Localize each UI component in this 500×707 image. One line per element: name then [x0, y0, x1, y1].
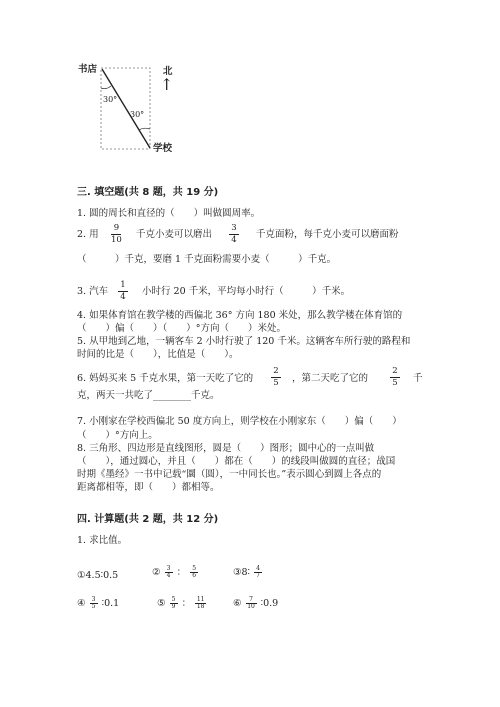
bookstore-label: 书店	[78, 64, 98, 75]
calc-item-4-tail: ∶0.1	[101, 598, 120, 609]
q7-line-1: 7. 小刚家在学校西偏北 50 度方向上，则学校在小刚家东（ ）偏（ ）	[77, 416, 402, 427]
denominator: 9	[171, 603, 176, 610]
q3-text-b: 小时行 20 千米，平均每小时行（ ）千米。	[142, 286, 351, 297]
numerator: 5	[192, 565, 197, 572]
q3-numerator: 1	[120, 280, 126, 290]
q6-text-a: 6. 妈妈买来 5 千克水果，第一天吃了它的	[77, 373, 254, 384]
q7-line-2: （ ）°方向上。	[77, 430, 158, 441]
calc-item-3-mark: ③8∶	[233, 567, 251, 578]
numerator: 11	[196, 596, 205, 603]
numerator: 4	[256, 565, 260, 572]
route-line	[102, 69, 150, 148]
numerator: 7	[249, 596, 253, 603]
calc-item-4-mark: ④	[77, 598, 86, 609]
calc-item-5-mark: ⑤	[157, 598, 166, 609]
q5-line-2: 时间的比是（ ），比值是（ ）。	[77, 349, 239, 360]
q2-f2-numerator: 3	[231, 223, 237, 233]
denominator: 7	[256, 572, 260, 579]
calc-q1-title: 1. 求比值。	[77, 535, 128, 546]
q6-f1-numerator: 2	[273, 366, 279, 376]
numerator: 3	[91, 596, 96, 603]
q4-line-2: （ ）偏（ ）（ ）°方向（ ）米处。	[77, 323, 287, 334]
calc-item-6-mark: ⑥	[233, 598, 242, 609]
calc-item-5-fraction-a	[170, 597, 178, 610]
angle-label-top: 30°	[103, 95, 118, 104]
angle-label-bottom: 30°	[130, 110, 145, 119]
q3-text-a: 3. 汽车	[77, 286, 109, 297]
q2-f1-denominator: 10	[111, 235, 122, 245]
question-1: 1. 圆的周长和直径的（ ）叫做圆周率。	[77, 208, 261, 219]
q3-fraction	[118, 281, 128, 302]
q6-f1-denominator: 5	[273, 378, 279, 388]
calc-item-5	[157, 597, 207, 610]
numerator: 3	[166, 565, 171, 572]
calc-item-6	[233, 597, 278, 610]
school-label: 学校	[153, 143, 173, 154]
calc-item-4	[77, 597, 119, 610]
calc-item-3-fraction	[254, 566, 262, 579]
q4-line-1: 4. 如果体育馆在教学楼的西偏北 36° 方向 180 米处，那么教学楼在体育馆的	[77, 310, 403, 321]
calc-item-1: ①4.5∶0.5	[77, 570, 119, 581]
q6-f2-numerator: 2	[392, 366, 398, 376]
q2-fraction-1	[111, 224, 122, 245]
q6-text-c: 千	[413, 373, 423, 384]
q2-fraction-2	[229, 224, 239, 245]
calc-item-2-mark: ②	[152, 567, 161, 578]
q3-denominator: 4	[120, 292, 126, 302]
q6-line-2: 克，两天一共吃了________千克。	[77, 390, 220, 401]
denominator: 5	[91, 603, 96, 610]
north-arrow-icon: ↑	[160, 75, 174, 94]
denominator: 18	[196, 603, 205, 610]
q8-line-2: （ ），通过圆心，并且（ ）都在（ ）的线段叫做圆的直径；战国	[77, 456, 396, 467]
angle-arc-bottom	[139, 128, 150, 130]
section3-heading: 三. 填空题(共 8 题，共 19 分)	[77, 187, 219, 198]
north-label: 北	[163, 66, 173, 77]
numerator: 5	[171, 596, 176, 603]
calc-item-4-fraction	[90, 597, 98, 610]
q2-text-c: 千克面粉，每千克小麦可以磨面粉	[256, 229, 399, 240]
denominator: 10	[247, 603, 255, 610]
q2-f1-numerator: 9	[113, 223, 120, 233]
q8-line-3: 时期《墨经》一书中记载“圜（圆），一中同长也。”表示圆心到圆上各点的	[77, 469, 382, 480]
q2-text-b: 千克小麦可以磨出	[136, 229, 213, 240]
q2-line-2: （ ）千克，要磨 1 千克面粉需要小麦（ ）千克。	[77, 254, 337, 265]
q6-text-b: ，第二天吃了它的	[292, 373, 369, 384]
denominator: 6	[192, 572, 197, 579]
calc-item-2	[152, 566, 199, 579]
calc-item-2-fraction-b	[190, 566, 198, 579]
q5-line-1: 5. 从甲地到乙地，一辆客车 2 小时行驶了 120 千米。这辆客车所行驶的路程和	[77, 336, 411, 347]
q2-text-a: 2. 用	[77, 229, 99, 240]
denominator: 4	[166, 572, 171, 579]
calc-item-2-fraction-a	[165, 566, 173, 579]
angle-arc-top	[101, 86, 111, 89]
calc-item-5-colon: ：	[181, 598, 192, 609]
calc-item-3	[233, 566, 263, 579]
q6-fraction-2	[390, 367, 400, 388]
section4-heading: 四. 计算题(共 2 题，共 12 分)	[77, 514, 219, 525]
calc-item-6-fraction	[246, 597, 257, 610]
q6-f2-denominator: 5	[392, 378, 398, 388]
q2-f2-denominator: 4	[231, 235, 237, 245]
q8-line-4: 距离都相等，即（ ）都相等。	[77, 482, 220, 493]
q8-line-1: 8. 三角形、四边形是直线图形，圆是（ ）图形；圆中心的一点叫做	[77, 443, 375, 454]
calc-item-6-tail: ∶0.9	[260, 598, 279, 609]
calc-item-5-fraction-b	[195, 597, 206, 610]
q6-fraction-1	[271, 367, 281, 388]
calc-item-2-colon: ：	[176, 567, 187, 578]
